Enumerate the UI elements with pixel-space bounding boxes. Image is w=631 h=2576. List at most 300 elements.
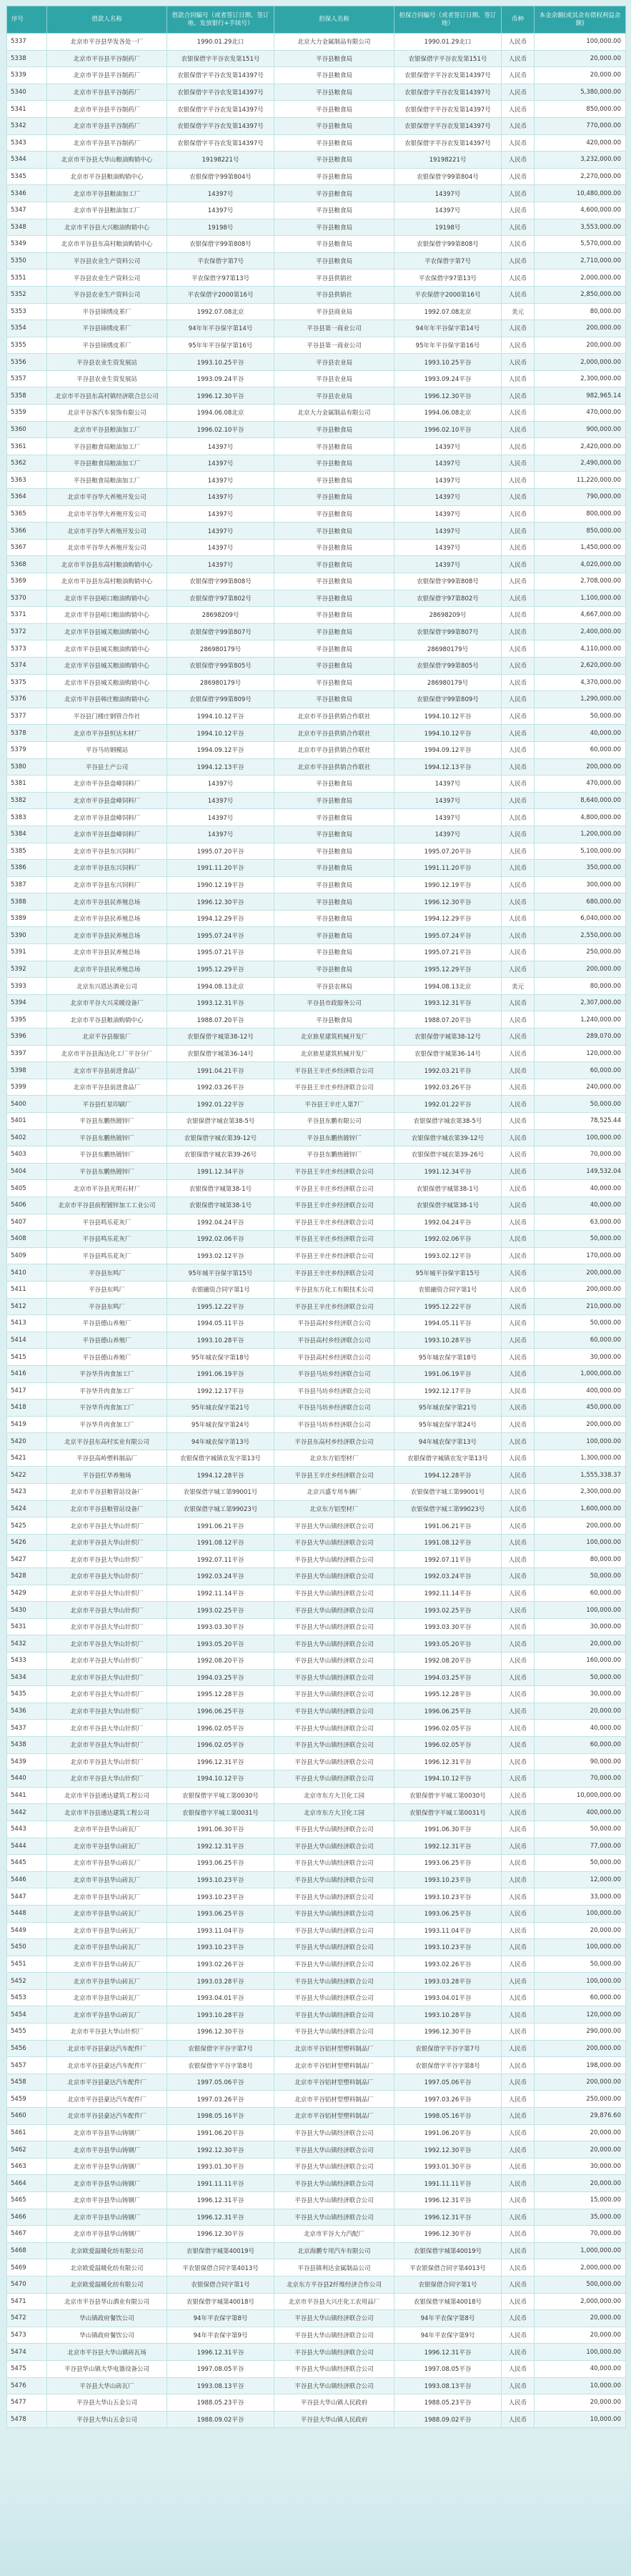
table-row xyxy=(7,1585,626,1602)
cell-borrower: 平谷县华山镇大华电器设备公司 xyxy=(47,2360,167,2377)
cell-currency: 人民币 xyxy=(502,2209,535,2226)
cell-guarantor: 平谷县粮食局 xyxy=(274,421,394,438)
cell-seq: 5451 xyxy=(7,1956,47,1973)
cell-guarantee-contract: 14397号 xyxy=(394,489,502,506)
cell-seq: 5386 xyxy=(7,860,47,877)
cell-seq: 5348 xyxy=(7,219,47,236)
cell-borrower: 北京市平谷县豪达汽车配件厂 xyxy=(47,2057,167,2074)
cell-guarantor: 平谷县高村乡经济联合公司 xyxy=(274,1315,394,1332)
cell-loan-contract: 1991.08.12平谷 xyxy=(167,1534,274,1551)
cell-borrower: 北京市平谷县豪达汽车配件厂 xyxy=(47,2040,167,2057)
cell-currency: 人民币 xyxy=(502,1045,535,1062)
cell-guarantee-contract: 农银融资合同字第1号 xyxy=(394,1281,502,1298)
table-row xyxy=(7,1871,626,1888)
cell-loan-contract: 农银保借字城农第39-12号 xyxy=(167,1129,274,1146)
cell-seq: 5372 xyxy=(7,623,47,640)
table-row xyxy=(7,1973,626,1990)
cell-seq: 5356 xyxy=(7,354,47,371)
table-row xyxy=(7,927,626,944)
cell-seq: 5474 xyxy=(7,2344,47,2361)
cell-currency: 人民币 xyxy=(502,1062,535,1079)
cell-borrower: 平谷县粮食局粮油加工厂 xyxy=(47,455,167,472)
table-row xyxy=(7,421,626,438)
cell-principal: 60,000.00 xyxy=(535,1989,626,2006)
cell-guarantor: 平谷县粮食局 xyxy=(274,134,394,152)
cell-loan-contract: 1997.08.05平谷 xyxy=(167,2360,274,2377)
cell-seq: 5464 xyxy=(7,2175,47,2192)
cell-borrower: 平谷县鸣乐花灰厂 xyxy=(47,1214,167,1231)
cell-guarantee-contract: 286980179号 xyxy=(394,640,502,658)
cell-guarantor: 北京市平谷县供销合作联社 xyxy=(274,708,394,725)
cell-loan-contract: 平农保借字97第13号 xyxy=(167,269,274,287)
cell-seq: 5351 xyxy=(7,269,47,287)
cell-principal: 20,000.00 xyxy=(535,1703,626,1720)
cell-guarantee-contract: 1996.02.10平谷 xyxy=(394,421,502,438)
cell-guarantee-contract: 14397号 xyxy=(394,809,502,826)
cell-guarantee-contract: 1991.06.30平谷 xyxy=(394,1820,502,1838)
cell-principal: 400,000.00 xyxy=(535,1804,626,1821)
cell-seq: 5406 xyxy=(7,1197,47,1214)
cell-principal: 5,380,000.00 xyxy=(535,84,626,101)
cell-loan-contract: 农银保借字城第40019号 xyxy=(167,2242,274,2259)
cell-guarantee-contract: 农银保借字平谷农发第14397号 xyxy=(394,84,502,101)
cell-seq: 5385 xyxy=(7,843,47,860)
cell-guarantee-contract: 农银保借字平谷字第7号 xyxy=(394,2040,502,2057)
cell-guarantee-contract: 农银保借字平谷农发第14397号 xyxy=(394,101,502,118)
cell-guarantor: 平谷县东鹏热镀锌厂 xyxy=(274,1146,394,1164)
cell-borrower: 平谷县东鹏热镀锌厂 xyxy=(47,1113,167,1130)
cell-currency: 人民币 xyxy=(502,1298,535,1315)
table-row xyxy=(7,910,626,927)
table-row xyxy=(7,387,626,405)
cell-seq: 5437 xyxy=(7,1720,47,1737)
table-row xyxy=(7,590,626,607)
cell-currency: 人民币 xyxy=(502,1585,535,1602)
cell-loan-contract: 1992.03.26平谷 xyxy=(167,1079,274,1096)
table-row xyxy=(7,1231,626,1248)
cell-loan-contract: 1988.05.23平谷 xyxy=(167,2394,274,2412)
header-borrower: 借款人名称 xyxy=(47,6,167,34)
cell-borrower: 北京市平谷华大养殖开发公司 xyxy=(47,505,167,522)
cell-seq: 5349 xyxy=(7,236,47,253)
cell-borrower: 平谷县德山养殖厂 xyxy=(47,1349,167,1366)
cell-seq: 5350 xyxy=(7,252,47,269)
cell-guarantee-contract: 平农保借字2000第16号 xyxy=(394,286,502,303)
cell-seq: 5376 xyxy=(7,691,47,708)
cell-loan-contract: 1993.10.25平谷 xyxy=(167,354,274,371)
cell-guarantee-contract: 1996.12.30平谷 xyxy=(394,387,502,405)
cell-principal: 33,000.00 xyxy=(535,1888,626,1906)
cell-principal: 790,000.00 xyxy=(535,489,626,506)
cell-currency: 人民币 xyxy=(502,1838,535,1855)
cell-guarantee-contract: 1993.12.31平谷 xyxy=(394,994,502,1011)
cell-seq: 5420 xyxy=(7,1433,47,1450)
cell-guarantee-contract: 农银保借字城工第99023号 xyxy=(394,1500,502,1517)
cell-loan-contract: 1993.11.04平谷 xyxy=(167,1922,274,1939)
cell-guarantor: 平谷县大华山镇经济联合公司 xyxy=(274,1568,394,1585)
cell-currency: 人民币 xyxy=(502,522,535,540)
table-row xyxy=(7,2158,626,2175)
cell-guarantor: 平谷县东鹏有限公司 xyxy=(274,1113,394,1130)
cell-guarantor: 平谷县粮食局 xyxy=(274,50,394,67)
table-row xyxy=(7,1703,626,1720)
cell-seq: 5473 xyxy=(7,2327,47,2344)
cell-guarantor: 北京市平谷铝材型塑料制品厂 xyxy=(274,2108,394,2125)
table-row xyxy=(7,640,626,658)
cell-seq: 5340 xyxy=(7,84,47,101)
cell-guarantor: 平谷县粮食局 xyxy=(274,573,394,590)
table-row xyxy=(7,1365,626,1382)
cell-guarantor: 平谷县粮食局 xyxy=(274,691,394,708)
cell-loan-contract: 1992.07.08北京 xyxy=(167,303,274,320)
cell-guarantor: 平谷县大华山镇经济联合公司 xyxy=(274,2006,394,2023)
cell-borrower: 北京市平谷大兴采暖设备厂 xyxy=(47,994,167,1011)
cell-currency: 人民币 xyxy=(502,1011,535,1029)
cell-guarantor: 平谷县粮食局 xyxy=(274,843,394,860)
cell-principal: 50,000.00 xyxy=(535,1568,626,1585)
cell-principal: 4,020,000.00 xyxy=(535,556,626,573)
cell-guarantor: 平谷县大华山镇经济联合公司 xyxy=(274,1602,394,1619)
cell-borrower: 北京市平谷县大华山粮油购销中心 xyxy=(47,152,167,169)
cell-currency: 人民币 xyxy=(502,2293,535,2310)
cell-seq: 5384 xyxy=(7,826,47,843)
cell-guarantor: 平谷县大华山镇经济联合公司 xyxy=(274,1888,394,1906)
cell-loan-contract: 1993.02.12平谷 xyxy=(167,1247,274,1264)
cell-guarantee-contract: 1993.04.01平谷 xyxy=(394,1989,502,2006)
cell-guarantor: 平谷县镇利达金属制品公司 xyxy=(274,2259,394,2277)
cell-loan-contract: 1993.03.28平谷 xyxy=(167,1973,274,1990)
cell-guarantee-contract: 1994.08.13北京 xyxy=(394,978,502,995)
cell-borrower: 平谷县东鸣厂 xyxy=(47,1281,167,1298)
cell-loan-contract: 1993.08.13平谷 xyxy=(167,2377,274,2394)
cell-loan-contract: 14397号 xyxy=(167,185,274,202)
cell-seq: 5380 xyxy=(7,758,47,776)
cell-principal: 1,000,000.00 xyxy=(535,1365,626,1382)
cell-principal: 850,000.00 xyxy=(535,101,626,118)
cell-principal: 50,000.00 xyxy=(535,1669,626,1686)
cell-loan-contract: 农银保借字城第36-14号 xyxy=(167,1045,274,1062)
cell-loan-contract: 平农保借字2000第16号 xyxy=(167,286,274,303)
table-row xyxy=(7,2293,626,2310)
cell-guarantor: 平谷县粮食局 xyxy=(274,438,394,455)
cell-currency: 人民币 xyxy=(502,1635,535,1653)
cell-seq: 5421 xyxy=(7,1450,47,1467)
cell-currency: 人民币 xyxy=(502,286,535,303)
cell-seq: 5470 xyxy=(7,2276,47,2293)
cell-principal: 100,000.00 xyxy=(535,1534,626,1551)
table-row xyxy=(7,1686,626,1703)
cell-seq: 5367 xyxy=(7,539,47,556)
cell-borrower: 华山镇政府餐饮公司 xyxy=(47,2310,167,2327)
table-row xyxy=(7,2411,626,2428)
table-row xyxy=(7,1888,626,1906)
cell-guarantee-contract: 1988.07.20平谷 xyxy=(394,1011,502,1029)
cell-guarantor: 平谷县马坊乡经济联合公司 xyxy=(274,1382,394,1400)
table-row xyxy=(7,1467,626,1484)
cell-guarantor: 平谷县粮食局 xyxy=(274,876,394,893)
cell-borrower: 华山镇政府餐饮公司 xyxy=(47,2327,167,2344)
cell-currency: 人民币 xyxy=(502,1855,535,1872)
cell-currency: 人民币 xyxy=(502,2327,535,2344)
cell-currency: 人民币 xyxy=(502,876,535,893)
cell-seq: 5433 xyxy=(7,1653,47,1670)
table-row xyxy=(7,505,626,522)
cell-currency: 人民币 xyxy=(502,269,535,287)
cell-guarantor: 平谷县大华山镇经济联合公司 xyxy=(274,2360,394,2377)
cell-currency: 人民币 xyxy=(502,1820,535,1838)
cell-loan-contract: 14397号 xyxy=(167,539,274,556)
cell-guarantee-contract: 1995.07.20平谷 xyxy=(394,843,502,860)
cell-guarantee-contract: 1997.03.26平谷 xyxy=(394,2091,502,2108)
cell-guarantor: 平谷县王辛庄乡经济联合公司 xyxy=(274,1180,394,1197)
cell-borrower: 北京市平谷县华山砖瓦厂 xyxy=(47,1989,167,2006)
cell-loan-contract: 94年城农保字第13号 xyxy=(167,1433,274,1450)
cell-guarantee-contract: 28698209号 xyxy=(394,607,502,624)
cell-seq: 5410 xyxy=(7,1264,47,1282)
cell-principal: 120,000.00 xyxy=(535,1045,626,1062)
cell-borrower: 北京市平谷华大养殖开发公司 xyxy=(47,522,167,540)
cell-guarantee-contract: 14397号 xyxy=(394,455,502,472)
cell-currency: 人民币 xyxy=(502,236,535,253)
cell-borrower: 北京市平谷县华山砖瓦厂 xyxy=(47,1871,167,1888)
table-row xyxy=(7,1820,626,1838)
cell-seq: 5413 xyxy=(7,1315,47,1332)
table-row xyxy=(7,1264,626,1282)
table-row xyxy=(7,2074,626,2091)
cell-guarantee-contract: 1995.12.29平谷 xyxy=(394,961,502,978)
cell-seq: 5399 xyxy=(7,1079,47,1096)
cell-borrower: 平谷县东鸣厂 xyxy=(47,1264,167,1282)
cell-borrower: 北京市平谷县东兴饲料厂 xyxy=(47,843,167,860)
cell-borrower: 北京欧爱温暖化纺有限公司 xyxy=(47,2276,167,2293)
cell-guarantee-contract: 农银保借字99第809号 xyxy=(394,691,502,708)
cell-currency: 人民币 xyxy=(502,252,535,269)
cell-seq: 5358 xyxy=(7,387,47,405)
cell-loan-contract: 农银保借字99第809号 xyxy=(167,691,274,708)
cell-principal: 170,000.00 xyxy=(535,1247,626,1264)
cell-guarantee-contract: 14397号 xyxy=(394,438,502,455)
table-row xyxy=(7,522,626,540)
cell-loan-contract: 农银保借字平谷字第8号 xyxy=(167,2057,274,2074)
cell-guarantee-contract: 1993.10.28平谷 xyxy=(394,1332,502,1349)
cell-borrower: 北京市平谷县城关粮油购销中心 xyxy=(47,623,167,640)
cell-currency: 人民币 xyxy=(502,1264,535,1282)
cell-guarantee-contract: 1994.10.12平谷 xyxy=(394,725,502,742)
cell-borrower: 北京市平谷县通达建筑工程公司 xyxy=(47,1804,167,1821)
cell-loan-contract: 农银保借字99第808号 xyxy=(167,573,274,590)
cell-loan-contract: 1991.06.30平谷 xyxy=(167,1820,274,1838)
cell-currency: 人民币 xyxy=(502,2276,535,2293)
cell-loan-contract: 1993.09.24平谷 xyxy=(167,370,274,387)
table-row xyxy=(7,944,626,961)
cell-seq: 5447 xyxy=(7,1888,47,1906)
cell-borrower: 北京市平谷县华山酒业有限公司 xyxy=(47,2293,167,2310)
cell-principal: 40,000.00 xyxy=(535,725,626,742)
cell-guarantee-contract: 农银保借字平城工第0030号 xyxy=(394,1787,502,1804)
cell-borrower: 北京市平谷县大华山针织厂 xyxy=(47,1568,167,1585)
cell-guarantor: 平谷县商业局 xyxy=(274,303,394,320)
table-row xyxy=(7,1855,626,1872)
cell-borrower: 北京市平谷县平谷制药厂 xyxy=(47,50,167,67)
cell-borrower: 北京市平谷县粮油加工厂 xyxy=(47,202,167,219)
cell-guarantor: 平谷县大华山镇经济联合公司 xyxy=(274,2192,394,2209)
cell-borrower: 北京市平谷县大华山针织厂 xyxy=(47,1602,167,1619)
cell-currency: 人民币 xyxy=(502,2242,535,2259)
cell-guarantor: 北京市平谷县供销合作联社 xyxy=(274,725,394,742)
cell-principal: 30,000.00 xyxy=(535,1349,626,1366)
cell-borrower: 北京市平谷县大华山针织厂 xyxy=(47,1753,167,1770)
cell-guarantee-contract: 95年城农保字第21号 xyxy=(394,1400,502,1417)
cell-currency: 人民币 xyxy=(502,421,535,438)
table-row xyxy=(7,2242,626,2259)
cell-seq: 5419 xyxy=(7,1416,47,1433)
cell-seq: 5426 xyxy=(7,1534,47,1551)
cell-currency: 人民币 xyxy=(502,843,535,860)
cell-guarantee-contract: 1997.08.05平谷 xyxy=(394,2360,502,2377)
table-row xyxy=(7,202,626,219)
loan-table xyxy=(6,6,626,2428)
cell-guarantor: 平谷县粮食局 xyxy=(274,472,394,489)
cell-principal: 60,000.00 xyxy=(535,1332,626,1349)
cell-seq: 5338 xyxy=(7,50,47,67)
cell-borrower: 北京市平谷县大华山针织厂 xyxy=(47,1585,167,1602)
cell-seq: 5465 xyxy=(7,2192,47,2209)
cell-loan-contract: 农银保借字99第804号 xyxy=(167,168,274,185)
cell-seq: 5355 xyxy=(7,337,47,354)
cell-guarantee-contract: 1993.11.04平谷 xyxy=(394,1922,502,1939)
cell-loan-contract: 1994.03.25平谷 xyxy=(167,1669,274,1686)
cell-loan-contract: 1993.02.26平谷 xyxy=(167,1956,274,1973)
cell-currency: 人民币 xyxy=(502,657,535,674)
cell-principal: 20,000.00 xyxy=(535,2327,626,2344)
cell-loan-contract: 1993.12.31平谷 xyxy=(167,994,274,1011)
cell-loan-contract: 农银保借字平谷字第7号 xyxy=(167,2040,274,2057)
cell-guarantee-contract: 农银保借字99第805号 xyxy=(394,657,502,674)
cell-loan-contract: 1996.12.31平谷 xyxy=(167,2344,274,2361)
cell-loan-contract: 14397号 xyxy=(167,202,274,219)
cell-currency: 人民币 xyxy=(502,185,535,202)
cell-guarantee-contract: 1996.06.25平谷 xyxy=(394,1703,502,1720)
cell-seq: 5461 xyxy=(7,2124,47,2141)
cell-currency: 人民币 xyxy=(502,2226,535,2243)
cell-principal: 80,000.00 xyxy=(535,978,626,995)
cell-guarantor: 北京市平谷大力汽配厂 xyxy=(274,2226,394,2243)
cell-principal: 149,532.04 xyxy=(535,1163,626,1180)
cell-currency: 人民币 xyxy=(502,910,535,927)
cell-guarantor: 平谷县东鹏热镀锌厂 xyxy=(274,1129,394,1146)
cell-guarantee-contract: 1997.05.06平谷 xyxy=(394,2074,502,2091)
cell-borrower: 北京市平谷县大华山针织厂 xyxy=(47,1736,167,1753)
cell-borrower: 北京市平谷县前程镀锌加工工业公司 xyxy=(47,1197,167,1214)
cell-loan-contract: 1996.12.30平谷 xyxy=(167,2023,274,2041)
cell-guarantor: 平谷县大华山镇经济联合公司 xyxy=(274,1585,394,1602)
cell-seq: 5436 xyxy=(7,1703,47,1720)
cell-guarantee-contract: 1992.03.26平谷 xyxy=(394,1079,502,1096)
cell-loan-contract: 95年城农保字第24号 xyxy=(167,1416,274,1433)
cell-guarantor: 平谷县农业局 xyxy=(274,354,394,371)
cell-seq: 5341 xyxy=(7,101,47,118)
cell-seq: 5346 xyxy=(7,185,47,202)
cell-currency: 人民币 xyxy=(502,1079,535,1096)
cell-principal: 200,000.00 xyxy=(535,961,626,978)
table-row xyxy=(7,405,626,422)
cell-seq: 5374 xyxy=(7,657,47,674)
cell-principal: 20,000.00 xyxy=(535,2141,626,2159)
cell-guarantee-contract: 14397号 xyxy=(394,522,502,540)
table-row xyxy=(7,2327,626,2344)
cell-seq: 5444 xyxy=(7,1838,47,1855)
cell-guarantee-contract: 农银保借字99第804号 xyxy=(394,168,502,185)
cell-currency: 人民币 xyxy=(502,623,535,640)
cell-principal: 450,000.00 xyxy=(535,1400,626,1417)
cell-borrower: 北京市平谷县峪口粮油购销中心 xyxy=(47,590,167,607)
cell-principal: 60,000.00 xyxy=(535,1585,626,1602)
table-row xyxy=(7,152,626,169)
cell-seq: 5342 xyxy=(7,117,47,134)
cell-currency: 人民币 xyxy=(502,1332,535,1349)
cell-guarantee-contract: 1992.03.21平谷 xyxy=(394,1062,502,1079)
cell-guarantor: 平谷县粮食局 xyxy=(274,893,394,911)
cell-loan-contract: 286980179号 xyxy=(167,674,274,691)
cell-principal: 100,000.00 xyxy=(535,1433,626,1450)
cell-borrower: 北京市平谷县粮管站设备厂 xyxy=(47,1500,167,1517)
table-row xyxy=(7,236,626,253)
cell-currency: 人民币 xyxy=(502,2057,535,2074)
cell-principal: 6,040,000.00 xyxy=(535,910,626,927)
cell-seq: 5445 xyxy=(7,1855,47,1872)
cell-guarantor: 北京市平谷铝材型塑料制品厂 xyxy=(274,2091,394,2108)
cell-seq: 5417 xyxy=(7,1382,47,1400)
cell-guarantee-contract: 1995.07.21平谷 xyxy=(394,944,502,961)
cell-borrower: 平谷县农业生资发展站 xyxy=(47,354,167,371)
cell-guarantor: 平谷县粮食局 xyxy=(274,489,394,506)
cell-guarantor: 平谷县王辛庄乡经济联合公司 xyxy=(274,1079,394,1096)
table-row xyxy=(7,978,626,995)
cell-currency: 人民币 xyxy=(502,590,535,607)
cell-principal: 20,000.00 xyxy=(535,1922,626,1939)
cell-seq: 5409 xyxy=(7,1247,47,1264)
cell-guarantee-contract: 农银保借字城农第38-5号 xyxy=(394,1113,502,1130)
table-row xyxy=(7,67,626,84)
cell-seq: 5378 xyxy=(7,725,47,742)
cell-principal: 800,000.00 xyxy=(535,505,626,522)
cell-guarantee-contract: 1988.09.02平谷 xyxy=(394,2411,502,2428)
cell-principal: 20,000.00 xyxy=(535,50,626,67)
cell-guarantor: 北京市平谷铝材型塑料制品厂 xyxy=(274,2074,394,2091)
cell-guarantee-contract: 14397号 xyxy=(394,792,502,809)
cell-guarantee-contract: 14397号 xyxy=(394,185,502,202)
cell-loan-contract: 1995.07.20平谷 xyxy=(167,843,274,860)
cell-loan-contract: 农银保借字平谷农发第14397号 xyxy=(167,117,274,134)
cell-guarantor: 平谷县王辛庄乡经济联合公司 xyxy=(274,1247,394,1264)
table-row xyxy=(7,2209,626,2226)
cell-currency: 人民币 xyxy=(502,1484,535,1501)
cell-guarantor: 平谷县大华山镇经济联合公司 xyxy=(274,1736,394,1753)
cell-loan-contract: 农银保借字平谷农发第151号 xyxy=(167,50,274,67)
cell-loan-contract: 1992.12.30平谷 xyxy=(167,2141,274,2159)
cell-guarantor: 北京市平谷县大兴庄化工农用品厂 xyxy=(274,2293,394,2310)
cell-guarantor: 北京旅星建筑机械开发厂 xyxy=(274,1029,394,1046)
cell-borrower: 北京市平谷县峪口粮油购销中心 xyxy=(47,607,167,624)
cell-borrower: 北京市平谷县平谷制药厂 xyxy=(47,101,167,118)
cell-seq: 5388 xyxy=(7,893,47,911)
cell-loan-contract: 14397号 xyxy=(167,472,274,489)
cell-principal: 2,270,000.00 xyxy=(535,168,626,185)
cell-seq: 5397 xyxy=(7,1045,47,1062)
cell-loan-contract: 1994.08.13北京 xyxy=(167,978,274,995)
cell-guarantor: 平谷县粮食局 xyxy=(274,944,394,961)
cell-seq: 5453 xyxy=(7,1989,47,2006)
